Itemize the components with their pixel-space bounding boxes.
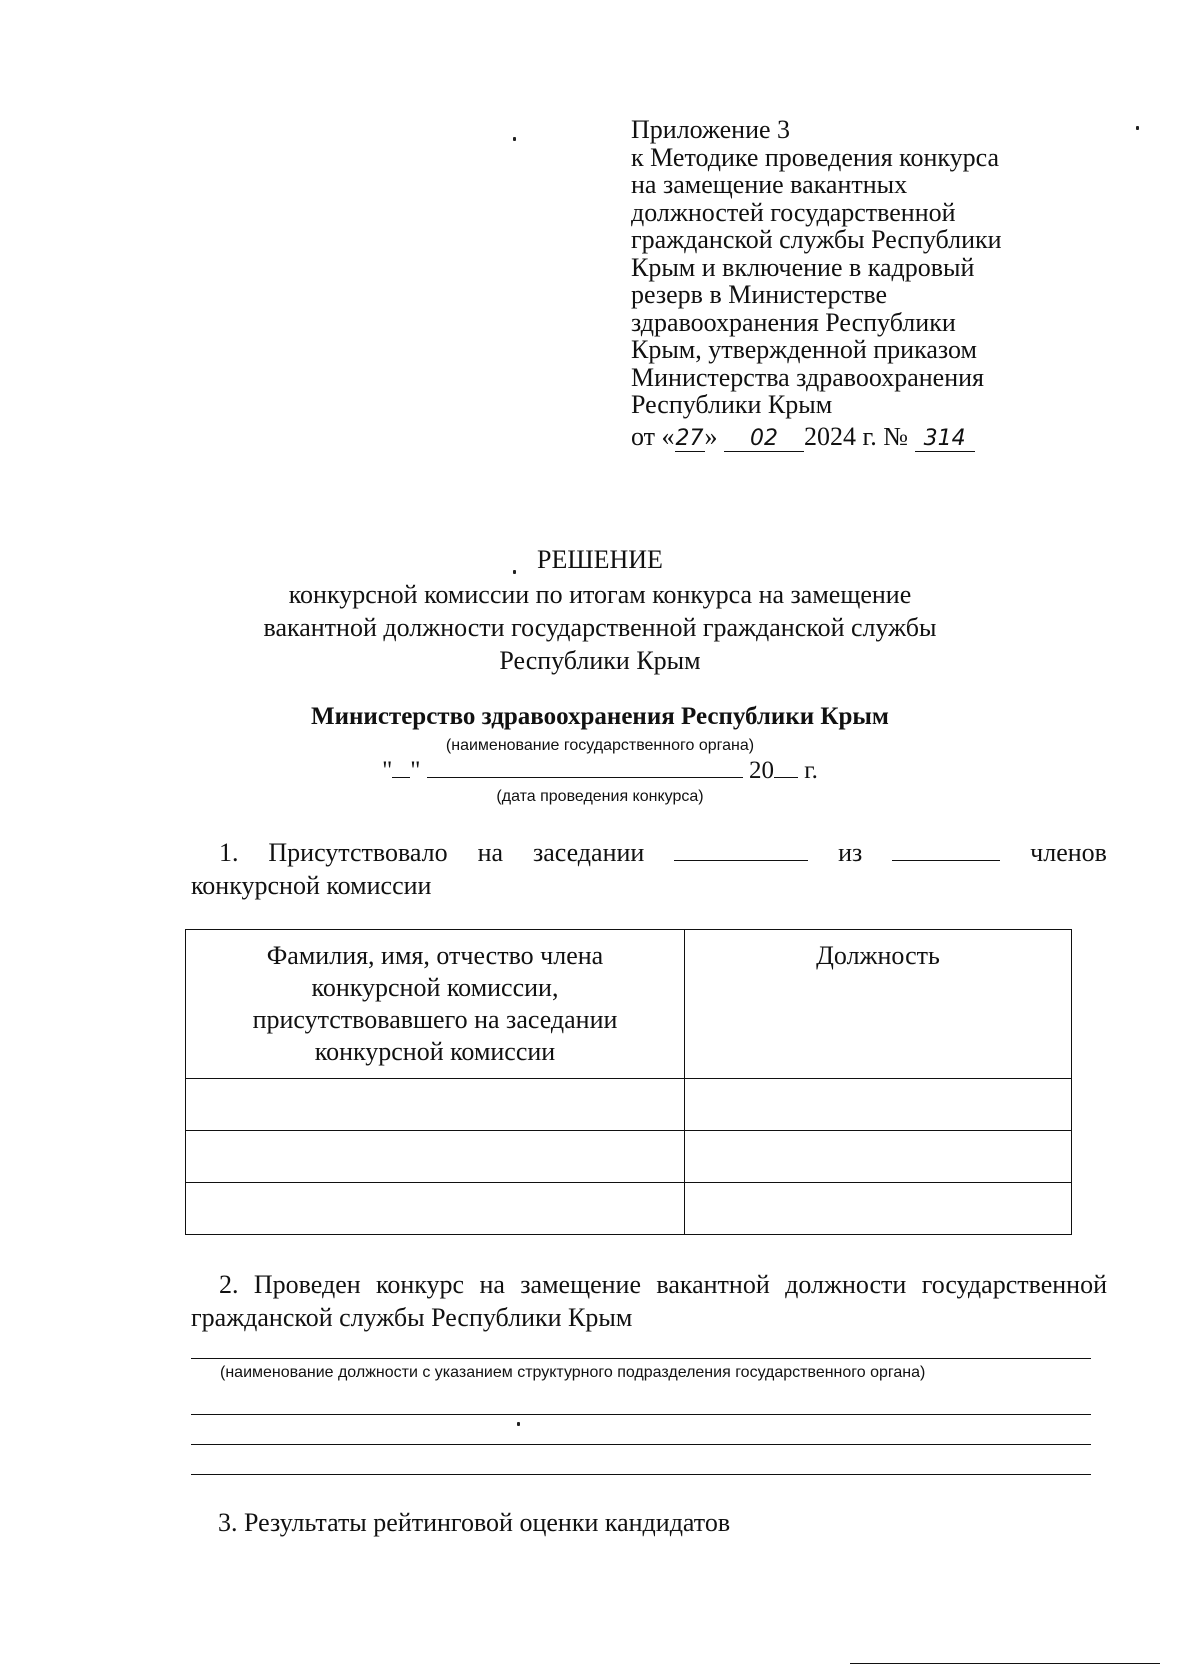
blank-line	[191, 1444, 1091, 1445]
section-3-heading: 3. Результаты рейтинговой оценки кандидатов	[218, 1508, 731, 1537]
header-line: присутствовавшего на заседании	[252, 1005, 618, 1034]
s1-word: на	[477, 838, 504, 867]
section-2	[191, 1268, 1107, 1334]
scan-speck	[517, 1422, 520, 1426]
header-line: конкурсной комиссии,	[311, 973, 559, 1002]
s1-word: Присутствовало	[268, 838, 448, 867]
section-1	[191, 836, 1107, 902]
s1-word: членов	[1030, 838, 1107, 867]
table-cell[interactable]	[186, 1131, 685, 1183]
decision-title: РЕШЕНИЕ	[537, 545, 663, 574]
date-year-blank	[774, 755, 798, 778]
annex-line: резерв в Министерстве	[631, 280, 888, 309]
blank-line	[191, 1474, 1091, 1475]
subtitle-line: вакантной должности государственной гражданской службы	[263, 613, 937, 642]
s1-word: 1.	[219, 838, 239, 867]
order-date-line	[631, 423, 1051, 452]
table-cell[interactable]	[685, 1183, 1072, 1235]
annex-line: Крым, утвержденной приказом	[631, 335, 977, 364]
annex-line: гражданской службы Республики	[631, 225, 1002, 254]
date-day-close: »	[704, 421, 718, 451]
annex-line: к Методике проведения конкурса	[631, 142, 1000, 172]
members-table	[185, 929, 1072, 1235]
order-number: 314	[915, 427, 975, 452]
header-line: конкурсной комиссии	[314, 1037, 556, 1066]
position-caption: (наименование должности с указанием структурного подразделения государственного органа)	[220, 1364, 926, 1381]
date-g: г.	[804, 757, 818, 784]
order-month: 02	[724, 427, 804, 452]
table-cell[interactable]	[186, 1183, 685, 1235]
table-cell[interactable]	[685, 1131, 1072, 1183]
date-quote-close: "	[410, 757, 421, 784]
s1-word: заседании	[532, 838, 645, 867]
org-name: Министерство здравоохранения Республики Крым	[311, 703, 889, 730]
contest-date-line	[0, 755, 1200, 785]
date-prefix: от «	[631, 421, 675, 451]
date-year-prefix: 20	[749, 757, 774, 784]
s1-word: из	[838, 838, 863, 867]
annex-line: должностей государственной	[631, 197, 956, 227]
header-full-name	[186, 930, 685, 1079]
table-header-row	[186, 930, 1072, 1079]
table-cell[interactable]	[186, 1079, 685, 1131]
annex-line: Приложение 3	[631, 115, 791, 144]
annex-line: Крым и включение в кадровый	[631, 252, 975, 282]
order-day: 27	[675, 425, 704, 451]
subtitle-line: конкурсной комиссии по итогам конкурса на замещение	[288, 580, 912, 609]
table-row	[186, 1131, 1072, 1183]
subtitle-line: Республики Крым	[499, 646, 701, 675]
header-position: Должность	[685, 930, 1072, 1079]
annex-line: Республики Крым	[631, 390, 833, 419]
scan-speck	[1136, 126, 1139, 130]
org-caption: (наименование государственного органа)	[445, 737, 755, 754]
table-row	[186, 1079, 1072, 1131]
date-caption: (дата проведения конкурса)	[496, 788, 704, 805]
table-cell[interactable]	[685, 1079, 1072, 1131]
annex-line: на замещение вакантных	[631, 170, 908, 199]
decision-subtitle	[0, 578, 1200, 677]
date-quote-open: "	[382, 757, 393, 784]
order-year: 2024 г. №	[804, 421, 909, 451]
header-line: Фамилия, имя, отчество члена	[266, 941, 604, 970]
s2-text: 2. Проведен конкурс на замещение вакантной должности государственной гражданской службы Республики Крым	[191, 1270, 1107, 1332]
date-month-blank	[427, 755, 743, 778]
position-blank-line	[191, 1358, 1091, 1359]
bottom-line	[850, 1663, 1160, 1664]
total-count-blank	[892, 838, 1000, 861]
s1-line2: конкурсной комиссии	[191, 871, 432, 900]
annex-block	[631, 116, 1051, 452]
table-row	[186, 1183, 1072, 1235]
scan-speck	[513, 137, 516, 141]
date-day-blank	[392, 755, 410, 778]
blank-line	[191, 1414, 1091, 1415]
present-count-blank	[674, 838, 808, 861]
annex-line: Министерства здравоохранения	[631, 362, 984, 392]
annex-line: здравоохранения Республики	[631, 307, 956, 337]
